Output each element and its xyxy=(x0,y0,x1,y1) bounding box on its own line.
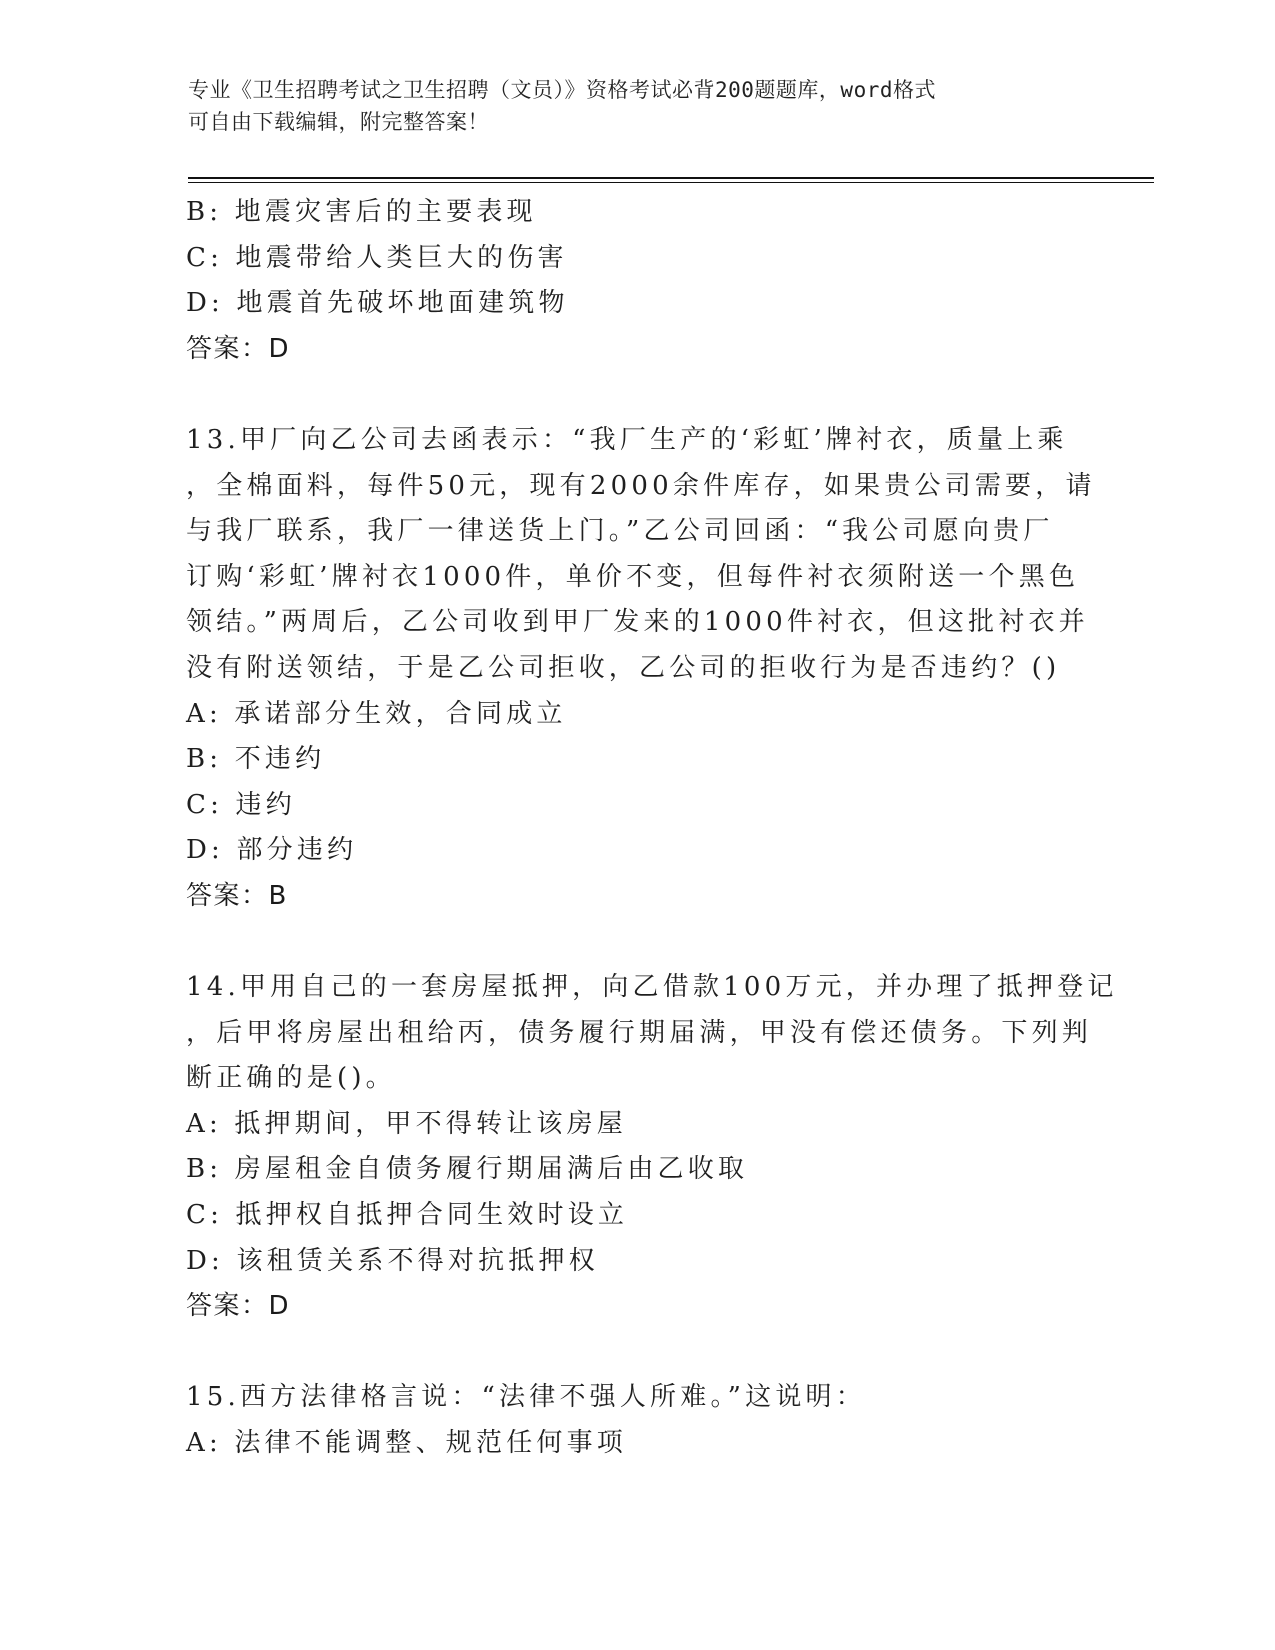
question-stem-line: 订购‘彩虹’牌衬衣1000件，单价不变，但每件衬衣须附送一个黑色 xyxy=(186,561,1080,592)
option-d: D: 部分违约 xyxy=(186,835,358,866)
question-stem-line: 领结。”两周后，乙公司收到甲厂发来的1000件衬衣，但这批衬衣并 xyxy=(186,607,1089,638)
answer-line: 答案：B xyxy=(186,880,288,911)
option-b: B: 不违约 xyxy=(186,744,326,775)
header-line-1: 专业《卫生招聘考试之卫生招聘（文员）》资格考试必背200题题库，word格式 xyxy=(188,78,936,102)
header-line-2: 可自由下载编辑，附完整答案！ xyxy=(188,110,489,134)
question-14 xyxy=(186,965,1118,1330)
option-c: C: 地震带给人类巨大的伤害 xyxy=(186,242,568,273)
question-stem-line: 没有附送领结，于是乙公司拒收，乙公司的拒收行为是否违约？() xyxy=(186,652,1061,683)
question-stem-line: ，全棉面料，每件50元，现有2000余件库存，如果贵公司需要，请 xyxy=(186,470,1096,501)
spacer xyxy=(186,920,1086,966)
question-stem-line: 断正确的是()。 xyxy=(186,1063,396,1094)
question-stem-line: 13.甲厂向乙公司去函表示：“我厂生产的‘彩虹’牌衬衣，质量上乘 xyxy=(186,424,1068,455)
document-header xyxy=(188,74,1068,138)
option-d: D: 该租赁关系不得对抗抵押权 xyxy=(186,1245,599,1276)
option-c: C: 抵押权自抵押合同生效时设立 xyxy=(186,1200,629,1231)
header-divider-thick xyxy=(188,177,1154,179)
header-divider-thin xyxy=(188,182,1154,183)
answer-line: 答案：D xyxy=(186,1291,291,1322)
option-c: C: 违约 xyxy=(186,789,296,820)
option-b: B: 地震灾害后的主要表现 xyxy=(186,197,537,227)
question-stem-line: 与我厂联系，我厂一律送货上门。”乙公司回函：“我公司愿向贵厂 xyxy=(186,516,1054,547)
spacer xyxy=(186,372,1086,418)
question-12-continuation xyxy=(186,190,1086,372)
option-d: D: 地震首先破坏地面建筑物 xyxy=(186,288,569,319)
question-15 xyxy=(186,1375,1086,1466)
question-13 xyxy=(186,418,1096,920)
option-a: A: 承诺部分生效，合同成立 xyxy=(186,698,567,729)
question-stem-line: ，后甲将房屋出租给丙，债务履行期届满，甲没有偿还债务。下列判 xyxy=(186,1017,1093,1048)
question-stem-line: 15.西方法律格言说：“法律不强人所难。”这说明： xyxy=(186,1382,866,1413)
question-stem-line: 14.甲用自己的一套房屋抵押，向乙借款100万元，并办理了抵押登记 xyxy=(186,972,1118,1003)
option-b: B: 房屋租金自债务履行期届满后由乙收取 xyxy=(186,1154,749,1185)
option-a: A: 抵押期间，甲不得转让该房屋 xyxy=(186,1108,628,1139)
document-body xyxy=(186,190,1118,1467)
spacer xyxy=(186,1330,1086,1376)
answer-line: 答案：D xyxy=(186,333,291,364)
option-a: A: 法律不能调整、规范任何事项 xyxy=(186,1428,628,1459)
